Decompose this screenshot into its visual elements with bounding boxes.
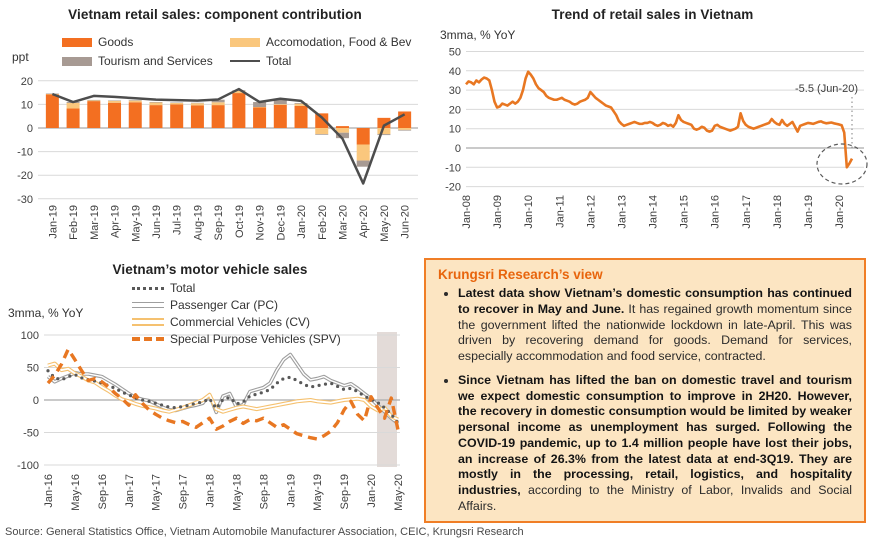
- chart1-x-axis-labels: [47, 205, 411, 242]
- chart2-gridlines: [466, 52, 864, 187]
- chart-shape: Jun-20: [399, 205, 412, 239]
- bullet-text: It has regained growth momentum since the government lifted the nationwide lockdown in late-April. This was driven by recovering demand for goods. Demand for services, especially accommodation and food service, contracted.: [458, 301, 852, 363]
- chart-shape: [87, 101, 100, 128]
- panel-title: Krungsri Research’s view: [438, 267, 603, 282]
- chart-shape: [191, 105, 204, 128]
- chart-shape: [87, 100, 100, 101]
- chart-shape: [357, 128, 370, 145]
- chart-shape: [253, 107, 266, 128]
- accommodation-swatch: [230, 38, 260, 47]
- chart1-legend: [62, 35, 411, 68]
- tourism-swatch: [62, 57, 92, 66]
- spv-dashed-swatch: [132, 337, 164, 341]
- chart-shape: [398, 128, 411, 130]
- goods-label: Goods: [98, 35, 134, 49]
- chart2-unit-label: 3mma, % YoY: [440, 28, 516, 42]
- chart-shape: May-19: [130, 205, 143, 242]
- chart-shape: -20: [17, 170, 33, 183]
- chart-shape: Jan-20: [296, 205, 309, 239]
- chart-shape: Jan-13: [616, 195, 629, 229]
- total-label: Total: [266, 54, 292, 68]
- chart-shape: 20: [448, 104, 461, 117]
- legend-item-total: [230, 54, 411, 68]
- chart-shape: Sep-18: [258, 474, 271, 510]
- chart-shape: [170, 104, 183, 128]
- commercial-vehicles-swatch: [132, 318, 164, 326]
- bullet-text: according to the Ministry of Labor, Invalids and Social Affairs.: [458, 483, 852, 513]
- legend-item-accommodation: [230, 35, 411, 49]
- chart-shape: [274, 105, 287, 128]
- chart-shape: Jan-10: [523, 195, 536, 229]
- chart3-legend: [132, 281, 341, 346]
- chart-shape: [336, 128, 349, 133]
- chart-shape: 0: [32, 395, 39, 407]
- legend-item-spv: [132, 332, 341, 346]
- chart-shape: [274, 104, 287, 105]
- chart-shape: [357, 145, 370, 161]
- chart-shape: [212, 105, 225, 128]
- chart-shape: Apr-20: [358, 205, 371, 239]
- chart-shape: [108, 103, 121, 128]
- chart-shape: Sep-19: [213, 205, 226, 241]
- chart3-y-axis-labels: [17, 330, 39, 472]
- chart-shape: May-18: [231, 474, 244, 511]
- legend-item-mv-total: [132, 281, 341, 295]
- chart-shape: Jan-12: [585, 195, 598, 229]
- mv-total-label: Total: [170, 281, 196, 295]
- annotation-jun20: [795, 83, 867, 184]
- chart-shape: Dec-19: [275, 205, 288, 241]
- chart-shape: 50: [448, 46, 461, 59]
- chart-shape: [67, 103, 80, 108]
- chart-shape: [232, 93, 245, 128]
- chart-shape: Nov-19: [254, 205, 267, 241]
- legend-item-commercial-vehicles: [132, 315, 341, 329]
- legend-item-tourism: [62, 54, 230, 68]
- bullet-text-bold: Since Vietnam has lifted the ban on domestic travel and tourism we expect domestic consumption to improve in 2H20. However, the recovery in domestic consumption would be limited by weaker personal income as unemployment has surged. Following the COVID-19 pandemic, up to 1.4 million people have lost their jobs, an increase of 26.3% from the latest data at end-3Q19. They are mostly in the processing, retail, logistics, and hospitality industries,: [458, 372, 852, 497]
- legend-item-goods: [62, 35, 230, 49]
- chart-shape: Jun-19: [150, 205, 163, 239]
- chart3-x-axis-labels: [43, 474, 405, 511]
- chart-shape: Jan-19: [285, 474, 298, 508]
- bars-goods: [46, 93, 411, 144]
- chart-shape: Jan-14: [647, 195, 660, 229]
- chart-shape: Jan-18: [771, 195, 784, 229]
- chart-shape: Jan-18: [204, 474, 217, 508]
- total-line-swatch: [230, 60, 260, 62]
- chart-shape: -10: [445, 162, 461, 175]
- chart-shape: [212, 102, 225, 105]
- chart-shape: -5.5 (Jun-20): [795, 83, 858, 95]
- chart-shape: Jan-15: [678, 195, 691, 229]
- chart-shape: Jan-19: [802, 195, 815, 229]
- dip-highlight-ellipse: [817, 144, 867, 184]
- chart-shape: [149, 105, 162, 128]
- commercial-vehicles-label: Commercial Vehicles (CV): [170, 315, 311, 329]
- commercial-vehicles-line-inner: [48, 364, 398, 420]
- research-view-panel: [424, 258, 866, 523]
- chart-shape: 10: [448, 123, 461, 136]
- chart-shape: [295, 106, 308, 128]
- chart-shape: [398, 130, 411, 131]
- chart-shape: 50: [26, 362, 39, 375]
- chart-shape: Apr-19: [109, 205, 122, 239]
- chart-shape: Jan-17: [740, 195, 753, 229]
- chart-shape: 30: [448, 85, 461, 98]
- chart1-y-axis-labels: [17, 76, 33, 206]
- chart2-x-axis-labels: [461, 195, 846, 229]
- chart-shape: 10: [20, 99, 33, 112]
- chart-shape: Sep-19: [339, 474, 352, 510]
- passenger-car-label: Passenger Car (PC): [170, 298, 279, 312]
- spv-dashed-line: [48, 349, 398, 439]
- accommodation-label: Accomodation, Food & Bev: [266, 35, 412, 49]
- spv-label: Special Purpose Vehicles (SPV): [170, 332, 341, 346]
- chart-shape: [191, 103, 204, 105]
- chart-shape: Jan-11: [554, 195, 567, 228]
- chart-shape: May-17: [150, 474, 163, 511]
- tourism-label: Tourism and Services: [98, 54, 213, 68]
- source-note: Source: General Statistics Office, Vietnam Automobile Manufacturer Association, CEIC, Krungsri Research: [5, 526, 524, 538]
- chart-shape: Jan-20: [834, 195, 847, 229]
- chart2-title: Trend of retail sales in Vietnam: [551, 7, 754, 22]
- chart-shape: [149, 103, 162, 106]
- total-line: [52, 89, 404, 183]
- chart-shape: Mar-20: [337, 205, 350, 240]
- chart1-unit-label: ppt: [12, 50, 29, 64]
- chart-shape: May-16: [69, 474, 82, 511]
- chart-shape: Sep-17: [177, 474, 190, 510]
- chart-shape: [170, 103, 183, 104]
- chart-shape: Jan-17: [123, 474, 136, 508]
- panel-bullet-2: [458, 373, 852, 515]
- panel-bullet-list: [438, 286, 852, 515]
- chart-shape: Mar-19: [88, 205, 101, 240]
- chart-shape: [357, 161, 370, 167]
- chart-shape: [46, 94, 59, 128]
- chart-shape: [67, 108, 80, 128]
- chart-shape: 0: [26, 123, 33, 135]
- chart-shape: 40: [448, 65, 461, 78]
- chart-shape: Jan-19: [47, 205, 60, 239]
- chart3-title: Vietnam’s motor vehicle sales: [112, 262, 308, 277]
- chart1-title: Vietnam retail sales: component contribution: [68, 7, 362, 22]
- chart-shape: Jan-09: [492, 195, 505, 229]
- chart-shape: Jan-16: [43, 474, 55, 508]
- panel-bullet-1: [458, 286, 852, 365]
- chart-shape: [129, 102, 142, 128]
- total-dotted-swatch: [132, 287, 164, 290]
- passenger-car-swatch: [132, 302, 164, 308]
- chart-shape: [398, 111, 411, 128]
- chart-shape: [108, 101, 121, 103]
- legend-item-passenger-car: [132, 298, 341, 312]
- chart2-y-axis-labels: [445, 47, 461, 194]
- chart-shape: [315, 128, 328, 134]
- chart-shape: Aug-19: [192, 205, 205, 241]
- chart-shape: -30: [17, 193, 33, 206]
- chart-shape: Jan-08: [461, 195, 473, 229]
- chart-shape: -10: [17, 146, 33, 159]
- chart-shape: 20: [20, 75, 33, 88]
- chart-shape: [336, 126, 349, 128]
- chart3-unit-label: 3mma, % YoY: [8, 306, 84, 320]
- chart-shape: [129, 101, 142, 103]
- chart-shape: Oct-19: [233, 205, 246, 239]
- bars-accomodation-food-bev: [46, 91, 411, 161]
- chart-shape: Feb-19: [68, 205, 81, 240]
- chart-shape: May-19: [312, 474, 325, 511]
- bullet-text-bold: Latest data show Vietnam’s domestic consumption has continued to recover in May and June.: [458, 286, 852, 316]
- chart-shape: Jul-19: [171, 205, 184, 235]
- chart-shape: -100: [16, 460, 39, 472]
- chart-shape: May-20: [393, 474, 405, 511]
- chart-shape: 100: [20, 330, 39, 342]
- chart-shape: 0: [454, 143, 461, 155]
- chart-shape: Jan-16: [709, 195, 722, 229]
- chart-shape: [315, 134, 328, 135]
- chart-shape: Feb-20: [316, 205, 329, 240]
- chart-shape: Jan-20: [366, 474, 379, 508]
- chart-shape: -20: [445, 181, 461, 194]
- goods-swatch: [62, 38, 92, 47]
- chart-shape: Sep-16: [96, 474, 109, 510]
- chart-shape: -50: [23, 427, 39, 440]
- retail-trend-chart: [430, 0, 870, 252]
- chart-shape: May-20: [378, 205, 391, 242]
